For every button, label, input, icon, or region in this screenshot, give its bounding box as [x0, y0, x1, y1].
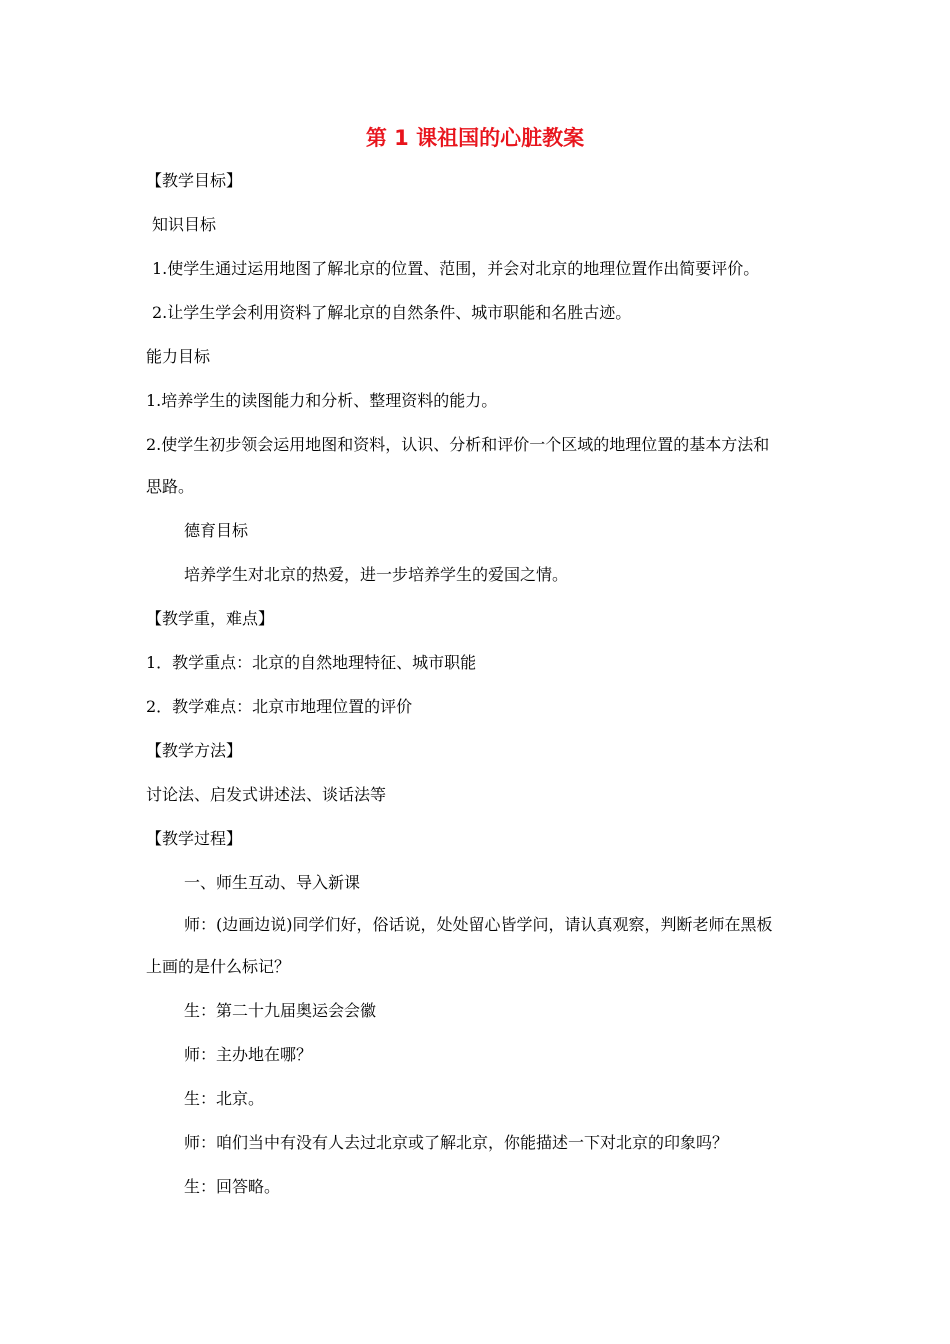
subheading-ability: 能力目标: [146, 347, 211, 366]
process-step-1: 一、师生互动、导入新课: [184, 873, 361, 892]
key-point-item: 1．教学重点：北京的自然地理特征、城市职能: [146, 653, 477, 672]
page-title: 第 1 课祖国的心脏教案: [365, 126, 585, 150]
knowledge-item-1: 1.使学生通过运用地图了解北京的位置、范围，并会对北京的地理位置作出简要评价。: [152, 259, 760, 278]
section-heading-objectives: 【教学目标】: [146, 171, 243, 190]
dialogue-line-continued: 上画的是什么标记？: [146, 957, 291, 976]
dialogue-line: 师：咱们当中有没有人去过北京或了解北京，你能描述一下对北京的印象吗？: [184, 1133, 729, 1152]
ability-item-1: 1.培养学生的读图能力和分析、整理资料的能力。: [146, 391, 498, 410]
dialogue-line: 师：主办地在哪？: [184, 1045, 313, 1064]
ability-item-2: 2.使学生初步领会运用地图和资料，认识、分析和评价一个区域的地理位置的基本方法和: [146, 435, 770, 454]
moral-item: 培养学生对北京的热爱，进一步培养学生的爱国之情。: [184, 565, 569, 584]
ability-item-2-continued: 思路。: [146, 477, 195, 496]
dialogue-line: 生：北京。: [184, 1089, 265, 1108]
dialogue-line: 师：(边画边说)同学们好，俗话说，处处留心皆学问，请认真观察，判断老师在黑板: [184, 915, 773, 934]
subheading-moral: 德育目标: [184, 521, 249, 540]
subheading-knowledge: 知识目标: [152, 215, 217, 234]
section-heading-process: 【教学过程】: [146, 829, 243, 848]
methods-text: 讨论法、启发式讲述法、谈话法等: [146, 785, 387, 804]
dialogue-line: 生：回答略。: [184, 1177, 281, 1196]
dialogue-line: 生：第二十九届奥运会会徽: [184, 1001, 377, 1020]
difficulty-item: 2．教学难点：北京市地理位置的评价: [146, 697, 413, 716]
knowledge-item-2: 2.让学生学会利用资料了解北京的自然条件、城市职能和名胜古迹。: [152, 303, 632, 322]
section-heading-key-points: 【教学重，难点】: [146, 609, 275, 628]
section-heading-methods: 【教学方法】: [146, 741, 243, 760]
